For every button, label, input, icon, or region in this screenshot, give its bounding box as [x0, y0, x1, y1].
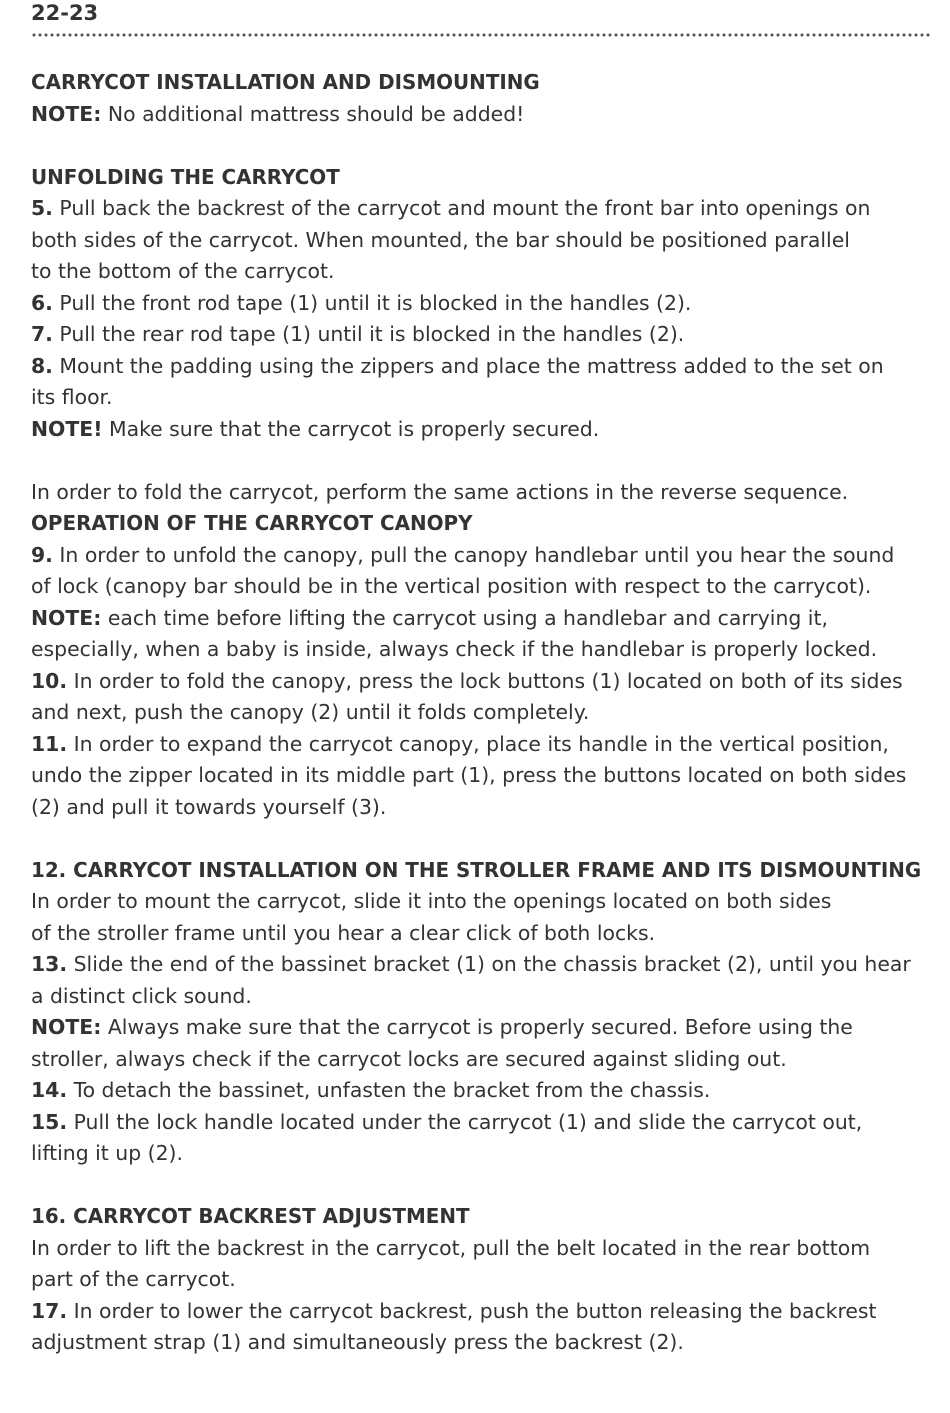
step-6 — [31, 288, 926, 320]
note-handlebar-line-1 — [31, 603, 926, 635]
step-number: 9. — [31, 542, 53, 567]
step-text: In order to unfold the canopy, pull the canopy handlebar until you hear the sound — [52, 542, 895, 567]
step-number: 14. — [31, 1078, 68, 1102]
note-secured — [31, 414, 926, 446]
step-17-line-1 — [31, 1296, 926, 1328]
step-text: Pull the rear rod tape (1) until it is blocked in the handles (2). — [52, 322, 685, 346]
note-text: Make sure that the carrycot is properly secured. — [102, 416, 600, 441]
step-10-line-2: and next, push the canopy (2) until it folds completely. — [31, 700, 590, 724]
step-13-line-1 — [31, 949, 926, 981]
step-number: 8. — [31, 353, 53, 378]
step-text: Pull the lock handle located under the carrycot (1) and slide the carrycot out, — [67, 1109, 863, 1134]
step-15-line-1 — [31, 1107, 926, 1139]
step-number: 15. — [31, 1109, 68, 1134]
step-9-line-2: of lock (canopy bar should be in the vertical position with respect to the carrycot). — [31, 574, 872, 598]
section-heading-frame-installation: 12. CARRYCOT INSTALLATION ON THE STROLLER FRAME AND ITS DISMOUNTING — [31, 857, 922, 882]
backrest-intro-line-2: part of the carrycot. — [31, 1267, 236, 1291]
step-text: To detach the bassinet, unfasten the bracket from the chassis. — [67, 1078, 711, 1102]
note-label: NOTE! — [31, 416, 103, 441]
note-text: No additional mattress should be added! — [101, 101, 525, 126]
frame-intro-line-2: of the stroller frame until you hear a clear click of both locks. — [31, 920, 656, 945]
step-number: 11. — [31, 731, 68, 756]
step-11-line-1 — [31, 729, 926, 761]
spacer — [31, 823, 931, 855]
step-8-line-2: its floor. — [31, 385, 113, 409]
spacer — [31, 130, 931, 162]
note-handlebar-line-2: especially, when a baby is inside, always check if the handlebar is properly locked. — [31, 637, 878, 661]
spacer — [31, 1170, 931, 1202]
spacer — [31, 445, 931, 477]
step-number: 6. — [31, 290, 53, 315]
step-text: Mount the padding using the zippers and place the mattress added to the set on — [52, 353, 884, 378]
step-8-line-1 — [31, 351, 926, 383]
step-7 — [31, 319, 926, 351]
step-5-line-3: to the bottom of the carrycot. — [31, 259, 335, 283]
note-label: NOTE: — [31, 101, 102, 126]
note-locks-line-1 — [31, 1012, 926, 1044]
step-5-line-1 — [31, 193, 926, 225]
step-text: In order to expand the carrycot canopy, place its handle in the vertical position, — [67, 731, 889, 756]
step-10-line-1 — [31, 666, 926, 698]
step-11-line-3: (2) and pull it towards yourself (3). — [31, 794, 387, 819]
step-9-line-1 — [31, 540, 926, 572]
page-content — [31, 67, 931, 1359]
step-text: In order to lower the carrycot backrest, push the button releasing the backrest — [67, 1298, 877, 1323]
dotted-divider — [31, 32, 930, 38]
section-heading-backrest: 16. CARRYCOT BACKREST ADJUSTMENT — [31, 1204, 470, 1228]
section-heading-canopy: OPERATION OF THE CARRYCOT CANOPY — [31, 511, 473, 535]
note-locks-line-2: stroller, always check if the carrycot locks are secured against sliding out. — [31, 1046, 787, 1071]
step-17-line-2: adjustment strap (1) and simultaneously press the backrest (2). — [31, 1330, 684, 1354]
step-11-line-2: undo the zipper located in its middle part (1), press the buttons located on both sides — [31, 763, 907, 787]
step-13-line-2: a distinct click sound. — [31, 983, 252, 1008]
backrest-intro-line-1: In order to lift the backrest in the carrycot, pull the belt located in the rear bottom — [31, 1235, 871, 1260]
step-15-line-2: lifting it up (2). — [31, 1141, 183, 1165]
note-label: NOTE: — [31, 1015, 102, 1039]
section-heading-installation: CARRYCOT INSTALLATION AND DISMOUNTING — [31, 70, 540, 94]
step-text: Slide the end of the bassinet bracket (1) on the chassis bracket (2), until you hear — [67, 952, 911, 976]
note-text: Always make sure that the carrycot is properly secured. Before using the — [101, 1015, 853, 1039]
step-number: 10. — [31, 668, 68, 693]
note-no-mattress — [31, 99, 926, 131]
step-text: In order to fold the canopy, press the lock buttons (1) located on both of its sides — [67, 668, 903, 693]
frame-intro-line-1: In order to mount the carrycot, slide it into the openings located on both sides — [31, 889, 832, 913]
step-text: Pull back the backrest of the carrycot and mount the front bar into openings on — [52, 196, 871, 220]
section-heading-unfolding: UNFOLDING THE CARRYCOT — [31, 164, 340, 189]
note-label: NOTE: — [31, 605, 102, 630]
page-number: 22-23 — [31, 1, 99, 25]
step-5-line-2: both sides of the carrycot. When mounted, the bar should be positioned parallel — [31, 227, 850, 252]
fold-instruction: In order to fold the carrycot, perform the same actions in the reverse sequence. — [31, 479, 849, 504]
step-14 — [31, 1075, 926, 1107]
step-number: 7. — [31, 322, 53, 346]
step-text: Pull the front rod tape (1) until it is blocked in the handles (2). — [52, 290, 692, 315]
note-text: each time before lifting the carrycot using a handlebar and carrying it, — [101, 605, 828, 630]
step-number: 13. — [31, 952, 68, 976]
step-number: 5. — [31, 196, 53, 220]
step-number: 17. — [31, 1298, 68, 1323]
